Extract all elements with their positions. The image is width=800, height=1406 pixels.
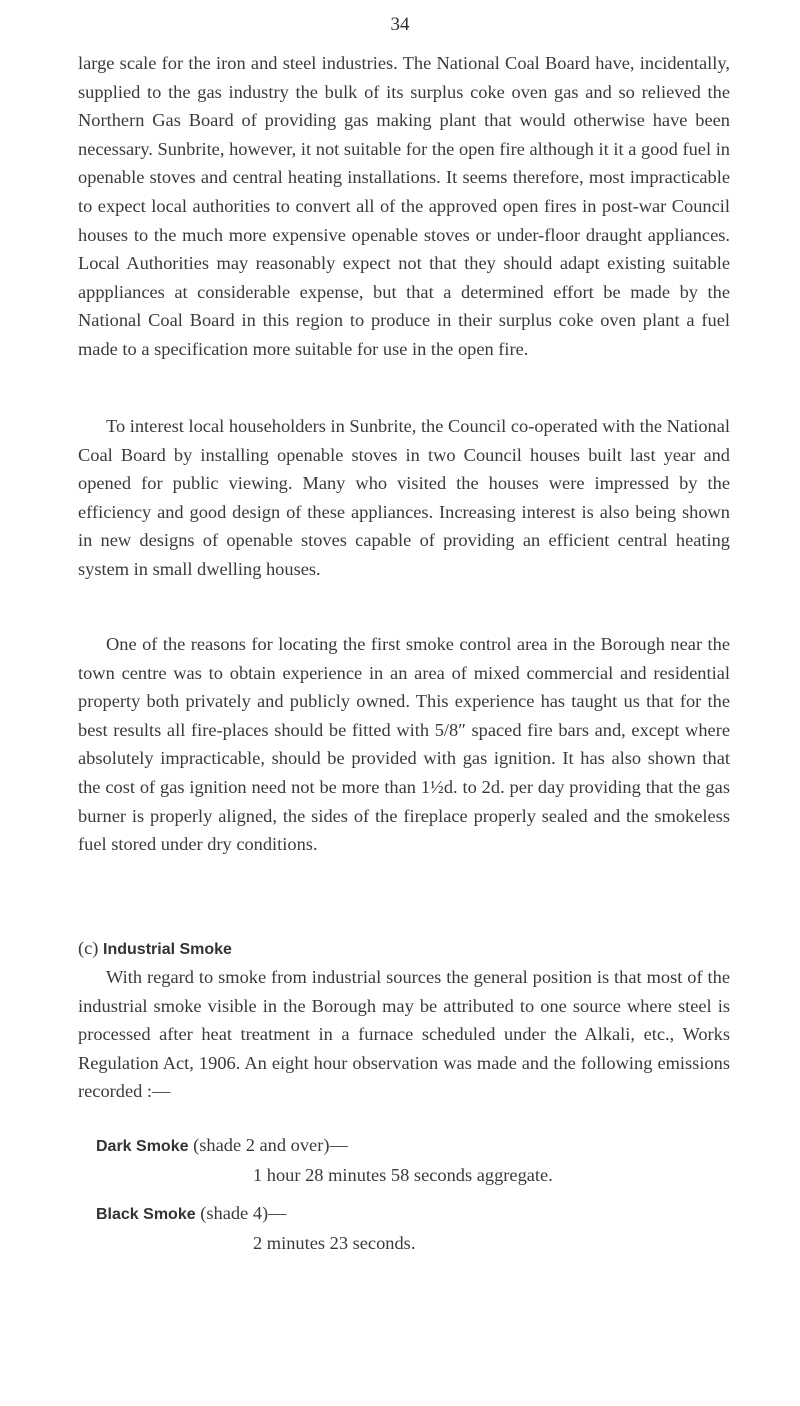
section-title: Industrial Smoke bbox=[103, 941, 232, 958]
paragraph-industrial-sources: With regard to smoke from industrial sources the general position is that most of the industrial smoke visible in the Borough may be attributed to one source where steel is processed after heat treatment in a furnace scheduled under the Alkali, etc., Works Regulation Act, 1906. An eight hour observation was made and the following emissions recorded :— bbox=[78, 967, 730, 1102]
black-smoke-heading bbox=[96, 1199, 287, 1230]
black-smoke-qualifier: (shade 4)— bbox=[200, 1203, 287, 1223]
paragraph-open-fire-fuel: large scale for the iron and steel industries. The National Coal Board have, incidentally, supplied to the gas industry the bulk of its surplus coke oven gas and so relieved the Northern Gas Board of providing gas making plant that would otherwise have been necessary. Sunbrite, however, it not suitable for the open fire although it it a good fuel in openable stoves and central heating installations. It seems therefore, most impracticable to expect local authorities to convert all of the approved open fires in post-war Council houses to the much more expensive openable stoves or under-floor draught appliances. Local Authorities may reasonably expect not that they should adapt existing suitable apppliances at considerable expense, but that a determined effort be made by the National Coal Board in this region to produce in their surplus coke oven plant a fuel made to a specification more suitable for use in the open fire. bbox=[78, 53, 730, 359]
section-marker: (c) bbox=[78, 938, 99, 958]
paragraph-sunbrite-stoves: To interest local householders in Sunbrite, the Council co-operated with the National Coal Board by installing openable stoves in two Council houses built last year and opened for public viewing. Many who visited the houses were impressed by the efficiency and good design of these appliances. Increasing interest is also being shown in new designs of openable stoves capable of providing an efficient central heating system in small dwelling houses. bbox=[78, 416, 730, 579]
black-smoke-title: Black Smoke bbox=[96, 1206, 196, 1223]
paragraph-smoke-control-area: One of the reasons for locating the first smoke control area in the Borough near the town centre was to obtain experience in an area of mixed commercial and residential property both privately and publicly owned. This experience has taught us that for the best results all fire-places should be fitted with 5/8″ spaced fire bars and, except where absolutely impracticable, should be provided with gas ignition. It has also shown that the cost of gas ignition need not be more than 1½d. to 2d. per day providing that the gas burner is properly aligned, the sides of the fireplace properly sealed and the smokeless fuel stored under dry conditions. bbox=[78, 634, 730, 855]
dark-smoke-heading bbox=[96, 1131, 348, 1162]
black-smoke-value: 2 minutes 23 seconds. bbox=[253, 1233, 416, 1253]
dark-smoke-qualifier: (shade 2 and over)— bbox=[193, 1135, 348, 1155]
section-heading-industrial-smoke bbox=[78, 934, 232, 965]
dark-smoke-value: 1 hour 28 minutes 58 seconds aggregate. bbox=[253, 1165, 553, 1185]
page-number: 34 bbox=[390, 14, 410, 35]
dark-smoke-title: Dark Smoke bbox=[96, 1138, 189, 1155]
